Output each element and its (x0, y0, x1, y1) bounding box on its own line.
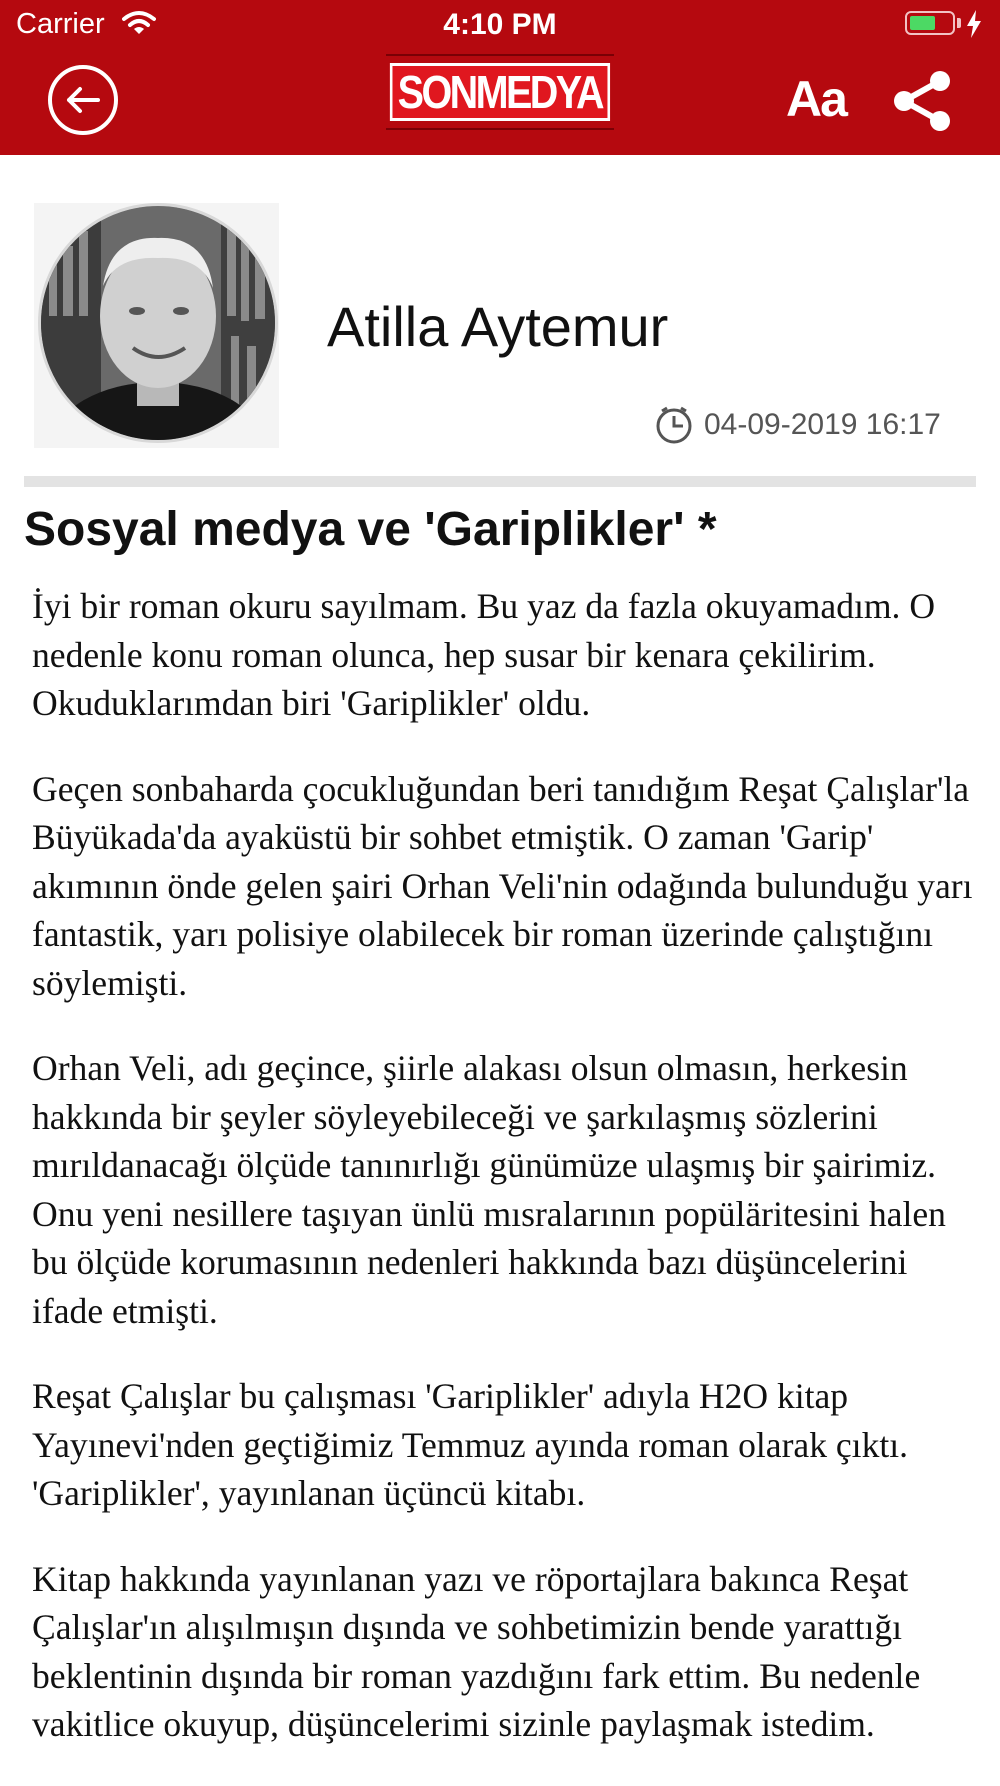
article-paragraph: İyi bir roman okuru sayılmam. Bu yaz da fazla okuyamadım. O nedenle konu roman olunca, hep susar bir kenara çekilirim. Okuduklarımdan biri 'Gariplikler' oldu. (32, 586, 936, 723)
article-title: Sosyal medya ve 'Gariplikler' * (24, 503, 717, 556)
article-body (32, 582, 982, 1786)
app-header (0, 0, 1000, 155)
section-divider (24, 476, 976, 487)
status-bar (0, 0, 1000, 52)
publish-date-text: 04-09-2019 16:17 (704, 408, 941, 441)
article-paragraph: Reşat Çalışlar bu çalışması 'Gariplikler' adıyla H2O kitap Yayınevi'nden geçtiğimiz Temmuz ayında roman olarak çıktı. 'Gariplikler', yayınlanan üçüncü kitabı. (32, 1376, 909, 1513)
battery-icon (905, 11, 955, 35)
carrier-label: Carrier (16, 8, 105, 40)
article-paragraph: Orhan Veli, adı geçince, şiirle alakası olsun olmasın, herkesin hakkında bir şeyler söyleyebileceği ve şarkılaşmış sözlerini mırıldanacağı ölçüde tanınırlığı günümüze ulaşmış bir şairimiz. Onu yeni nesillere taşıyan ünlü mısralarının popüläritesini halen bu ölçüde korumasının nedenleri hakkında bazı düşüncelerini ifade etmişti. (32, 1048, 946, 1331)
clock-icon (654, 405, 694, 445)
back-button[interactable] (48, 65, 118, 135)
publish-date (654, 405, 941, 445)
font-size-button[interactable]: Aa (786, 71, 846, 127)
share-icon (890, 70, 954, 132)
author-name: Atilla Aytemur (327, 295, 669, 358)
charging-bolt-icon (966, 10, 982, 38)
author-avatar[interactable] (38, 203, 278, 443)
logo-text: SONMEDYA (390, 63, 610, 121)
brand-logo[interactable] (386, 54, 614, 130)
clock: 4:10 PM (443, 8, 557, 41)
battery-tip (957, 18, 961, 28)
battery-level (910, 16, 935, 30)
author-portrait-image (41, 206, 275, 440)
article-paragraph: Geçen sonbaharda çocukluğundan beri tanıdığım Reşat Çalışlar'la Büyükada'da ayaküstü bir sohbet etmiştik. O zaman 'Garip' akımının önde gelen şairi Orhan Veli'nin odağında bulunduğu yarı fantastik, yarı polisiye olabilecek bir roman üzerinde çalıştığını söylemişti. (32, 768, 973, 1003)
share-button[interactable] (890, 70, 954, 137)
author-photo-frame (34, 203, 279, 448)
article-paragraph: Kitap hakkında yayınlanan yazı ve röportajlara bakınca Reşat Çalışlar'ın alışılmışın dışında ve sohbetimizin bende yarattığı beklentinin dışında bir roman yazdığını fark ettim. Bu nedenle vakitlice okuyup, düşüncelerimi sizinle paylaşmak istedim. (32, 1558, 921, 1744)
arrow-left-icon (64, 85, 102, 115)
